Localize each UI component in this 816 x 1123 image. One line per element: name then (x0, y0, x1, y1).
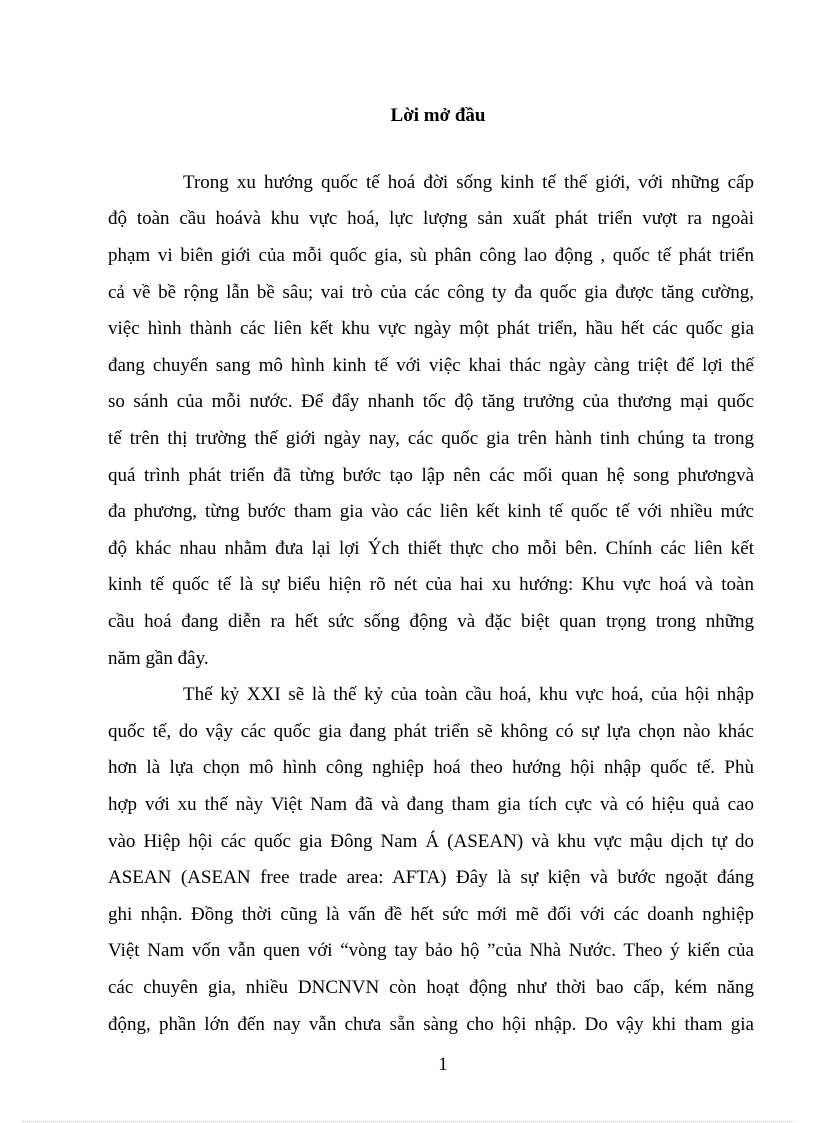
paragraph-line: độ khác nhau nhằm đưa lại lợi Ých thiết thực cho mỗi bên. Chính các liên kết (108, 538, 754, 559)
paragraph-line: quốc tế, do vậy các quốc gia đang phát triển sẽ không có sự lựa chọn nào khác (108, 721, 754, 742)
paragraph-line: tế trên thị trường thế giới ngày nay, các quốc gia trên hành tinh chúng ta trong (108, 428, 754, 449)
paragraph-line: vào Hiệp hội các quốc gia Đông Nam Á (ASEAN) và khu vực mậu dịch tự do (108, 831, 754, 852)
paragraph-line: ghi nhận. Đồng thời cũng là vấn đề hết sức mới mẽ đối với các doanh nghiệp (108, 904, 754, 925)
paragraph-line: đa phương, từng bước tham gia vào các liên kết kinh tế quốc tế với nhiều mức (108, 501, 754, 522)
page-number: 1 (438, 1054, 448, 1075)
paragraph-line: ASEAN (ASEAN free trade area: AFTA) Đây là sự kiện và bước ngoặt đáng (108, 867, 754, 888)
paragraph-line: động, phần lớn đến nay vẫn chưa sẵn sàng cho hội nhập. Do vậy khi tham gia (108, 1014, 754, 1035)
paragraph-line: quá trình phát triển đã từng bước tạo lập nên các mối quan hệ song phươngvà (108, 465, 754, 486)
paragraph-line: Việt Nam vốn vẫn quen với “vòng tay bảo hộ ”của Nhà Nước. Theo ý kiến của (108, 940, 754, 961)
paragraph-line: phạm vi biên giới của mỗi quốc gia, sù phân công lao động , quốc tế phát triển (108, 245, 754, 266)
paragraph-line: kinh tế quốc tế là sự biểu hiện rõ nét của hai xu hướng: Khu vực hoá và toàn (108, 574, 754, 595)
page-title: Lời mở đầu (390, 105, 486, 126)
paragraph-line: cầu hoá đang diễn ra hết sức sống động và đặc biệt quan trọng trong những (108, 611, 754, 632)
paragraph-line: hợp với xu thế này Việt Nam đã và đang tham gia tích cực và có hiệu quả cao (108, 794, 754, 815)
paragraph-line: độ toàn cầu hoávà khu vực hoá, lực lượng sản xuất phát triển vượt ra ngoài (108, 208, 754, 229)
paragraph-line: cả về bề rộng lẫn bề sâu; vai trò của các công ty đa quốc gia được tăng cường, (108, 282, 754, 303)
paragraph-line: việc hình thành các liên kết khu vực ngày một phát triển, hầu hết các quốc gia (108, 318, 754, 339)
paragraph-line: năm gần đây. (108, 648, 209, 669)
paragraph-line: Trong xu hướng quốc tế hoá đời sống kinh tế thế giới, với những cấp (183, 172, 754, 193)
paragraph-line: các chuyên gia, nhiều DNCNVN còn hoạt động như thời bao cấp, kém năng (108, 977, 754, 998)
paragraph-line: so sánh của mỗi nước. Để đẩy nhanh tốc độ tăng trưởng của thương mại quốc (108, 391, 754, 412)
paragraph-line: đang chuyển sang mô hình kinh tế với việc khai thác ngày càng triệt để lợi thế (108, 355, 754, 376)
paragraph-line: Thế kỷ XXI sẽ là thế kỷ của toàn cầu hoá, khu vực hoá, của hội nhập (183, 684, 754, 705)
page-bottom-divider (22, 1121, 794, 1122)
paragraph-line: hơn là lựa chọn mô hình công nghiệp hoá theo hướng hội nhập quốc tế. Phù (108, 757, 754, 778)
